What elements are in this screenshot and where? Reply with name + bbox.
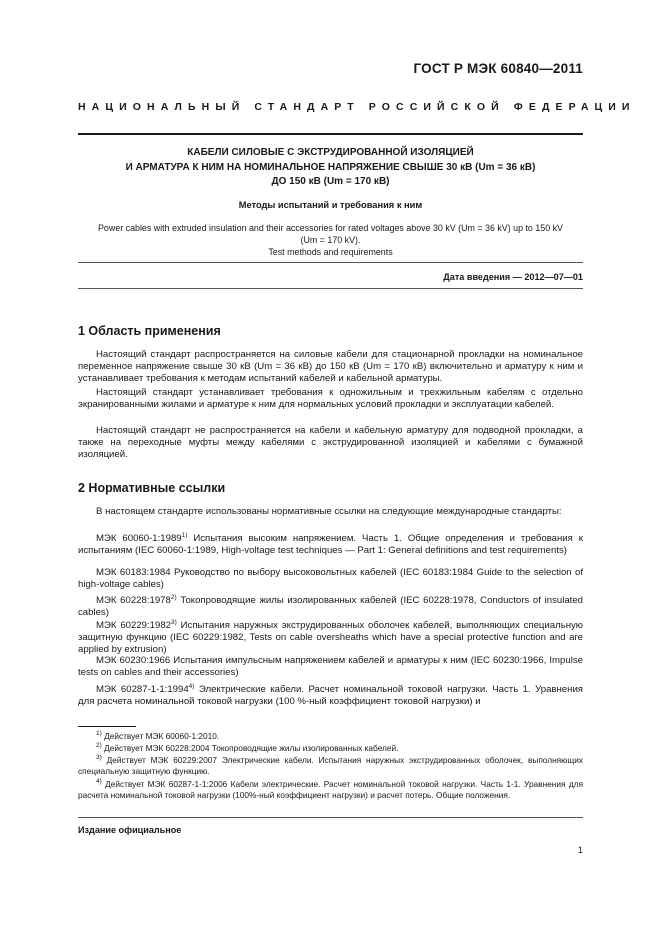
english-title bbox=[78, 222, 583, 258]
english-title-line-3: Test methods and requirements bbox=[268, 247, 393, 257]
footnote bbox=[78, 741, 583, 754]
reference-code: МЭК 60060-1:1989 bbox=[96, 533, 182, 544]
footnote bbox=[78, 729, 583, 742]
reference-item bbox=[78, 530, 583, 557]
footnote-mark: 1) bbox=[181, 532, 188, 539]
section-2-heading: 2 Нормативные ссылки bbox=[78, 481, 226, 495]
title-rule bbox=[78, 262, 583, 263]
title-line-2: И АРМАТУРА К НИМ НА НОМИНАЛЬНОЕ НАПРЯЖЕНИЕ СВЫШЕ 30 кВ (Um = 36 кВ) bbox=[125, 161, 536, 173]
reference-item bbox=[78, 592, 583, 619]
footnote-text: Действует МЭК 60287-1-1:2006 Кабели электрические. Расчет номинальной токовой нагрузки. Часть 1-1. Уравнения для расчета номинальной токовой нагрузки (100%-ный коэффициент нагрузки) и расчет потерь. Общие положения. bbox=[78, 779, 583, 800]
introduction-date: Дата введения — 2012—07—01 bbox=[443, 272, 583, 282]
english-title-line-1: Power cables with extruded insulation and their accessories for rated voltages above 30 kV (Um = 36 kV) up to 150 kV bbox=[98, 223, 563, 233]
document-title bbox=[78, 146, 583, 190]
footnote-mark: 4) bbox=[96, 778, 102, 785]
footnote-mark: 1) bbox=[96, 730, 102, 737]
edition-label: Издание официальное bbox=[78, 825, 182, 835]
title-line-1: КАБЕЛИ СИЛОВЫЕ С ЭКСТРУДИРОВАННОЙ ИЗОЛЯЦИЕЙ bbox=[187, 147, 474, 158]
footnote bbox=[78, 753, 583, 776]
footnote-text: Действует МЭК 60228:2004 Токопроводящие жилы изолированных кабелей. bbox=[101, 743, 399, 753]
reference-text: Электрические кабели. Расчет номинальной токовой нагрузки. Часть 1. Уравнения для расчета номинальной токовой нагрузки (100 %-ный коэффициент токовой нагрузки) и bbox=[78, 684, 583, 707]
footnote-separator bbox=[78, 726, 136, 727]
footnote-mark: 3) bbox=[171, 619, 177, 626]
section-1-heading: 1 Область применения bbox=[78, 324, 221, 338]
section-1-paragraph-1: Настоящий стандарт распространяется на силовые кабели для стационарной прокладки на номинальное переменное напряжение свыше 30 кВ (Um = 36 кВ) до 150 кВ (Um = 170 кВ) включительно и арматуру к ним и устанавливает требования к методам испытаний кабелей и кабельной арматуры. bbox=[78, 349, 583, 384]
header-rule bbox=[78, 133, 583, 135]
section-2-intro: В настоящем стандарте использованы нормативные ссылки на следующие международные стандарты: bbox=[96, 506, 562, 517]
footnote bbox=[78, 777, 583, 800]
date-rule bbox=[78, 288, 583, 289]
reference-code: МЭК 60229:1982 bbox=[96, 620, 172, 631]
reference-text: Испытания высоким напряжением. Часть 1. Общие определения и требования к испытаниям (IEC 60060-1:1989, High-voltage test techniques — Part 1: General definitions and test requirements) bbox=[78, 533, 583, 556]
footnote-mark: 2) bbox=[96, 742, 102, 749]
section-1-paragraph-2: Настоящий стандарт устанавливает требования к одножильным и трехжильным кабелям с отдельно экранированными жилами и арматуре к ним для нормальных условий прокладки и эксплуатации кабелей. bbox=[78, 387, 583, 410]
reference-code: МЭК 60183:1984 bbox=[96, 567, 171, 578]
reference-item bbox=[78, 655, 583, 679]
footnote-text: Действует МЭК 60229:2007 Электрические кабели. Испытания наружных экструдированных оболочек, выполняющих специальную защитную функцию. bbox=[78, 755, 583, 776]
footnote-mark: 2) bbox=[170, 594, 177, 601]
national-standard-header: НАЦИОНАЛЬНЫЙ СТАНДАРТ РОССИЙСКОЙ ФЕДЕРАЦИИ bbox=[78, 101, 636, 113]
footnote-text: Действует МЭК 60060-1:2010. bbox=[101, 731, 220, 741]
footnote-mark: 4) bbox=[188, 683, 195, 690]
reference-item bbox=[78, 617, 583, 656]
edition-rule bbox=[78, 817, 583, 818]
title-line-3: ДО 150 кВ (Um = 170 кВ) bbox=[271, 176, 390, 187]
reference-text: Испытания импульсным напряжением кабелей и арматуры к ним (IEC 60230:1966, Impulse tests on cables and their accessories) bbox=[78, 655, 583, 678]
document-subtitle: Методы испытаний и требования к ним bbox=[238, 200, 423, 210]
reference-code: МЭК 60228:1978 bbox=[96, 595, 171, 606]
footnote-mark: 3) bbox=[96, 754, 102, 761]
standard-number: ГОСТ Р МЭК 60840—2011 bbox=[413, 61, 583, 76]
reference-text: Токопроводящие жилы изолированных кабелей (IEC 60228:1978, Conductors of insulated cables) bbox=[78, 595, 584, 618]
reference-code: МЭК 60230:1966 bbox=[96, 655, 171, 666]
reference-code: МЭК 60287-1-1:1994 bbox=[96, 684, 189, 695]
english-title-line-2: (Um = 170 kV). bbox=[300, 235, 361, 245]
page-number: 1 bbox=[577, 845, 583, 855]
section-1-paragraph-3: Настоящий стандарт не распространяется на кабели и кабельную арматуру для подводной прокладки, а также на переходные муфты между кабелями с экструдированной изоляцией и кабелями с бумажной изоляцией. bbox=[78, 425, 583, 460]
reference-item bbox=[78, 567, 583, 591]
reference-item bbox=[78, 681, 583, 708]
reference-text: Руководство по выбору высоковольтных кабелей (IEC 60183:1984 Guide to the selection of high-voltage cables) bbox=[78, 567, 584, 590]
reference-text: Испытания наружных экструдированных оболочек кабелей, выполняющих специальную защитную функцию (IEC 60229:1982, Tests on cable oversheaths which have a special protective function and are applied by extrusion) bbox=[78, 620, 583, 655]
